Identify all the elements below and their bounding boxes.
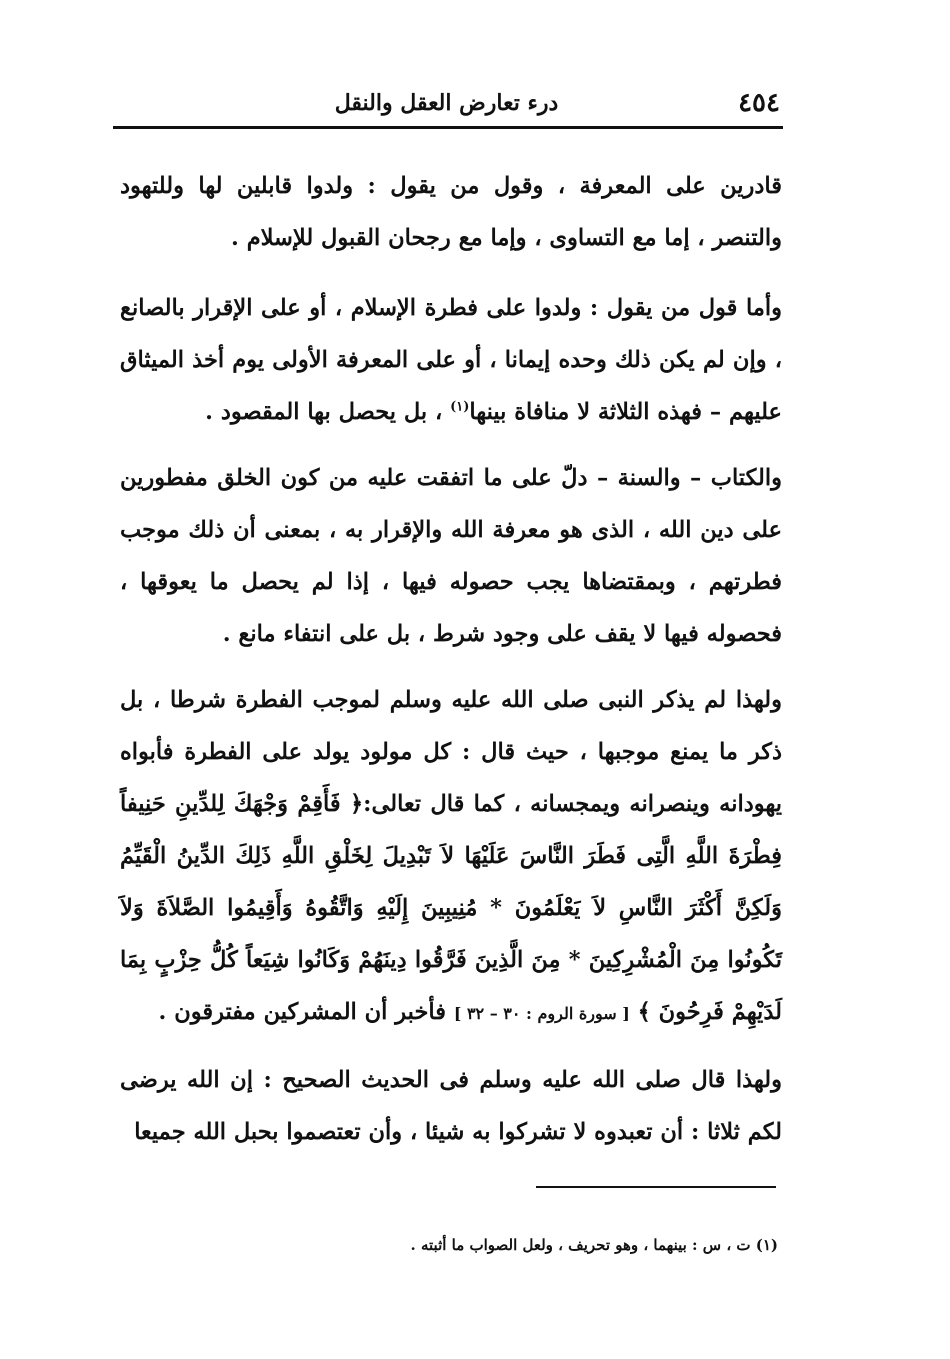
paragraph-4 (120, 674, 782, 1040)
paragraph-5: ولهذا قال صلى الله عليه وسلم فى الحديث الصحيح : إن الله يرضى لكم ثلاثا : أن تعبدوه لا تشركوا به شيئا ، وأن تعتصموا بحبل الله جميعا (120, 1067, 782, 1145)
paragraph-4-lead: ولهذا لم يذكر النبى صلى الله عليه وسلم لموجب الفطرة شرطا ، بل ذكر ما يمنع موجبها ، حيث قال : كل مولود يولد على الفطرة فأبواه يهودانه وينصرانه ويمجسانه ، كما قال تعالى: (120, 687, 782, 817)
paragraph-2 (120, 282, 782, 438)
paragraph-1: قادرين على المعرفة ، وقول من يقول : ولدوا قابلين لها وللتهود والتنصر ، إما مع التساوى ، وإما مع رجحان القبول للإسلام . (120, 173, 782, 251)
header-rule (113, 126, 783, 129)
footnote-marker[interactable]: (١) (450, 399, 470, 415)
page-number: ٤٥٤ (738, 88, 780, 118)
page-header (113, 84, 780, 124)
running-title: درء تعارض العقل والنقل (334, 90, 559, 116)
paragraph-2-text: وأما قول من يقول : ولدوا على فطرة الإسلام ، أو على الإقرار بالصانع ، وإن لم يكن ذلك وحده إيمانا ، أو على المعرفة الأولى يوم أخذ الميثاق عليهم – فهذه الثلاثة لا منافاة بينها (120, 295, 782, 425)
quran-verse: ﴿ فَأَقِمْ وَجْهَكَ لِلدِّينِ حَنِيفاً فِطْرَةَ اللَّهِ الَّتِى فَطَرَ النَّاسَ عَلَيْهَا لاَ تَبْدِيلَ لِخَلْقِ اللَّهِ ذَلِكَ الدِّينُ الْقَيِّمُ وَلَكِنَّ أَكْثَرَ النَّاسِ لاَ يَعْلَمُونَ * مُنِيبِينَ إِلَيْهِ وَاتَّقُوهُ وَأَقِيمُوا الصَّلاَةَ وَلاَ تَكُونُوا مِنَ الْمُشْرِكِينَ * مِنَ الَّذِينَ فَرَّقُوا دِينَهُمْ وَكَانُوا شِيَعاً كُلُّ حِزْبٍ بِمَا لَدَيْهِمْ فَرِحُونَ ﴾ (120, 791, 782, 1025)
footnote-rule (536, 1186, 776, 1188)
main-text (120, 160, 782, 1172)
paragraph-4-tail: فأخبر أن المشركين مفترقون . (158, 999, 446, 1025)
paragraph-3: والكتاب – والسنة – دلّ على ما اتفقت عليه من كون الخلق مفطورين على دين الله ، الذى هو معرفة الله والإقرار به ، بمعنى أن ذلك موجب فطرتهم ، وبمقتضاها يجب حصوله فيها ، إذا لم يحصل ما يعوقها ، فحصوله فيها لا يقف على وجود شرط ، بل على انتفاء مانع . (120, 465, 782, 647)
surah-reference: [ سورة الروم : ٣٠ – ٣٢ ] (453, 1004, 630, 1023)
paragraph-2-tail: ، بل يحصل بها المقصود . (205, 399, 443, 425)
footnote: (١) ت ، س : بينهما ، وهو تحريف ، ولعل الصواب ما أثبته . (410, 1236, 778, 1254)
